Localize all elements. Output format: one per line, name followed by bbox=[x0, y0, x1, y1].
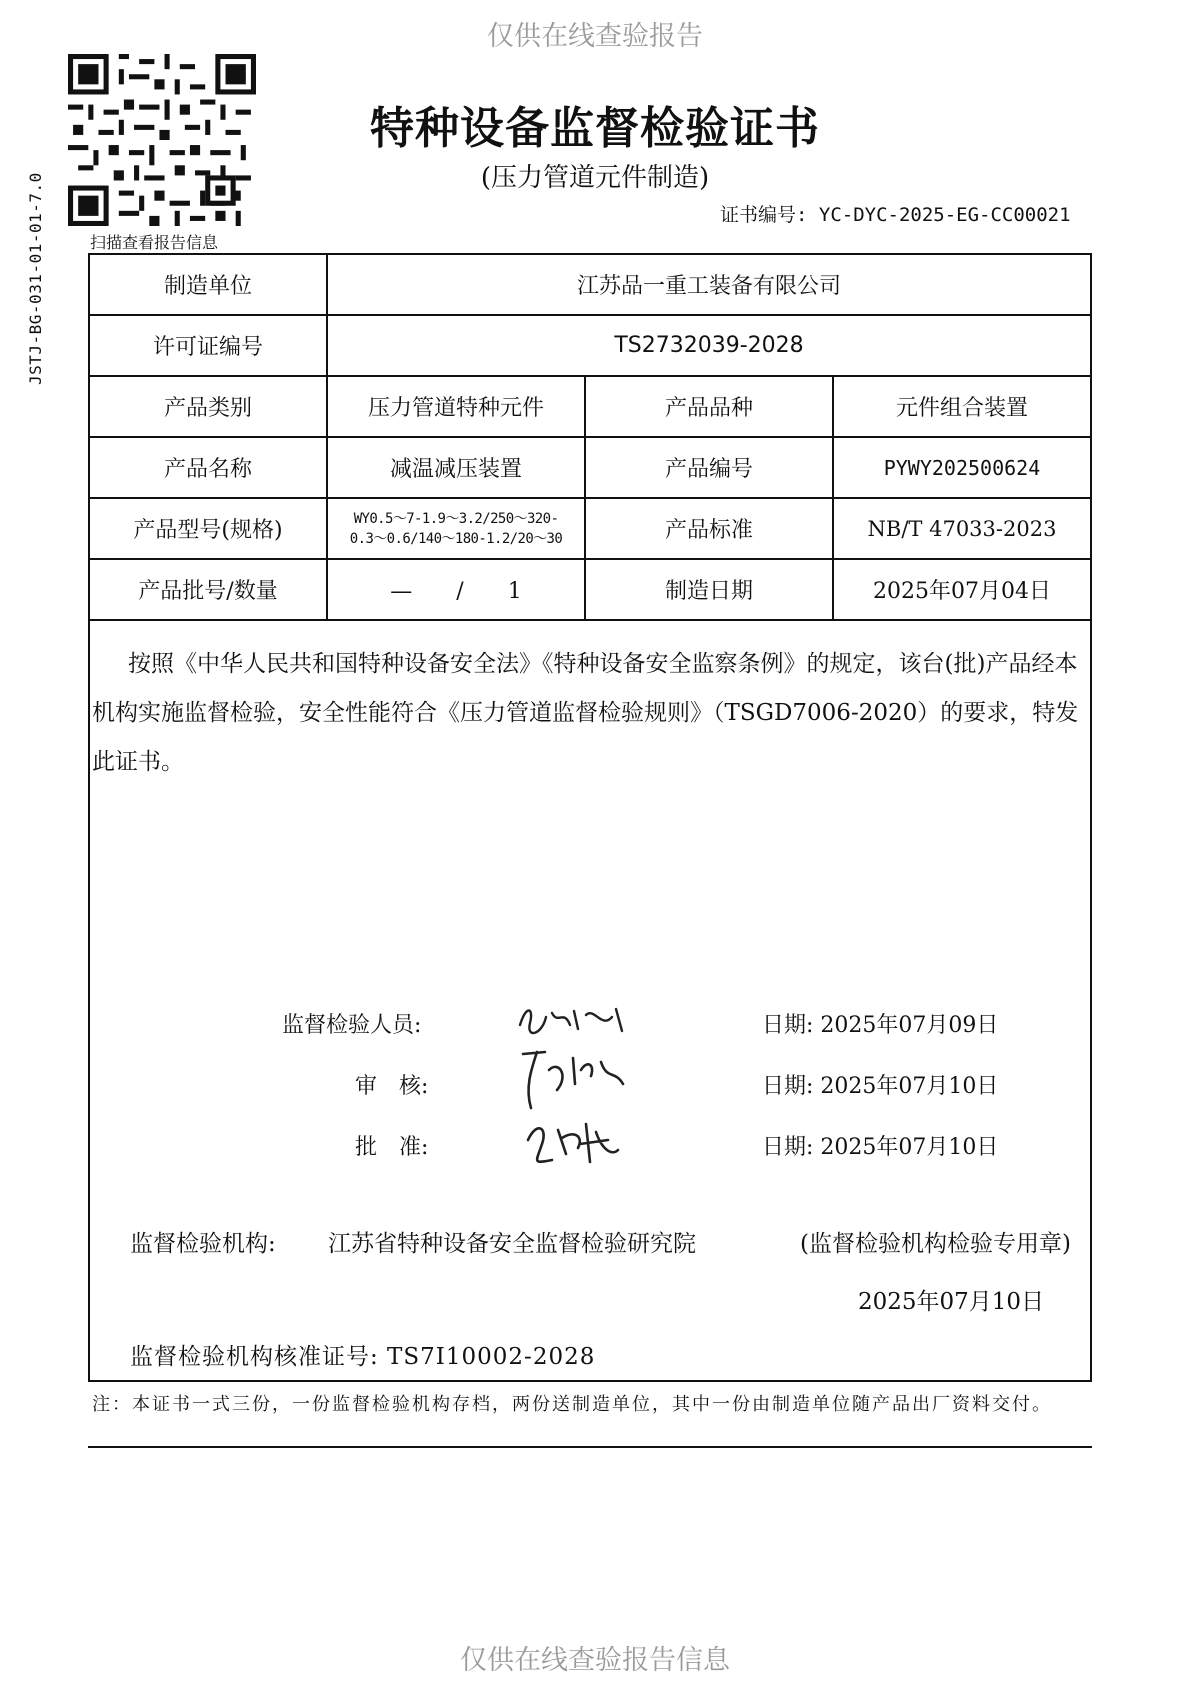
watermark-bottom: 仅供在线查验报告信息 bbox=[460, 1645, 730, 1676]
page-subtitle: (压力管道元件制造) bbox=[480, 163, 710, 193]
batch-value: — / 1 bbox=[390, 579, 522, 604]
license-label: 许可证编号 bbox=[152, 335, 263, 360]
organization-date: 2025年07月10日 bbox=[858, 1289, 1045, 1315]
standard-value: NB/T 47033-2023 bbox=[867, 516, 1057, 541]
variety-label: 产品品种 bbox=[664, 396, 753, 421]
footnote-divider bbox=[88, 1446, 1092, 1448]
category-value: 压力管道特种元件 bbox=[367, 396, 544, 421]
manufacture-date-value: 2025年07月04日 bbox=[873, 579, 1051, 604]
variety-value: 元件组合装置 bbox=[895, 396, 1028, 421]
page-title: 特种设备监督检验证书 bbox=[370, 103, 820, 154]
standard-label: 产品标准 bbox=[664, 518, 753, 543]
certificate-number: 证书编号: YC-DYC-2025-EG-CC00021 bbox=[720, 204, 1071, 226]
product-name-value: 减温减压装置 bbox=[389, 457, 522, 482]
statement-text: 按照《中华人民共和国特种设备安全法》《特种设备安全监察条例》的规定，该台(批)产品经本机构实施监督检验，安全性能符合《压力管道监督检验规则》（TSGD7006-2020）的要求，特发此证书。 bbox=[92, 651, 1079, 775]
manufacturer-label: 制造单位 bbox=[163, 274, 252, 299]
row-divider bbox=[88, 619, 1092, 621]
product-name-label: 产品名称 bbox=[163, 457, 252, 482]
footnote: 注：本证书一式三份，一份监督检验机构存档，两份送制造单位，其中一份由制造单位随产品出厂资料交付。 bbox=[92, 1394, 1052, 1415]
qr-caption: 扫描查看报告信息 bbox=[90, 233, 219, 252]
model-value bbox=[328, 499, 584, 558]
category-label: 产品类别 bbox=[163, 396, 252, 421]
organization-name: 江苏省特种设备安全监督检验研究院 bbox=[328, 1231, 696, 1257]
review-date: 日期: 2025年07月10日 bbox=[762, 1074, 999, 1099]
organization-approval-number: 监督检验机构核准证号: TS7I10002-2028 bbox=[130, 1344, 596, 1370]
watermark-top: 仅供在线查验报告 bbox=[487, 21, 703, 52]
license-value: TS2732039-2028 bbox=[614, 333, 804, 358]
inspector-signature bbox=[512, 995, 632, 1045]
batch-label: 产品批号/数量 bbox=[138, 579, 278, 604]
model-value-line-1: WY0.5～7-1.9～3.2/250～320- bbox=[353, 510, 559, 527]
inspector-label: 监督检验人员: bbox=[282, 1013, 422, 1038]
model-label: 产品型号(规格) bbox=[133, 518, 283, 543]
approve-label: 批 准: bbox=[355, 1135, 429, 1160]
manufacturer-value: 江苏品一重工装备有限公司 bbox=[576, 274, 841, 299]
seal-note: (监督检验机构检验专用章) bbox=[800, 1231, 1071, 1257]
form-code: JSTJ-BG-031-01-01-7.0 bbox=[26, 172, 45, 385]
manufacture-date-label: 制造日期 bbox=[664, 579, 753, 604]
review-label: 审 核: bbox=[355, 1074, 429, 1099]
approver-signature bbox=[522, 1110, 622, 1172]
product-number-label: 产品编号 bbox=[664, 457, 753, 482]
certificate-statement bbox=[92, 640, 1090, 787]
approve-date: 日期: 2025年07月10日 bbox=[762, 1135, 999, 1160]
inspector-date: 日期: 2025年07月09日 bbox=[762, 1013, 999, 1038]
model-value-line-2: 0.3～0.6/140～180-1.2/20～30 bbox=[349, 530, 563, 547]
reviewer-signature bbox=[515, 1040, 630, 1112]
organization-label: 监督检验机构: bbox=[130, 1231, 276, 1257]
product-number-value: PYWY202500624 bbox=[883, 455, 1041, 480]
